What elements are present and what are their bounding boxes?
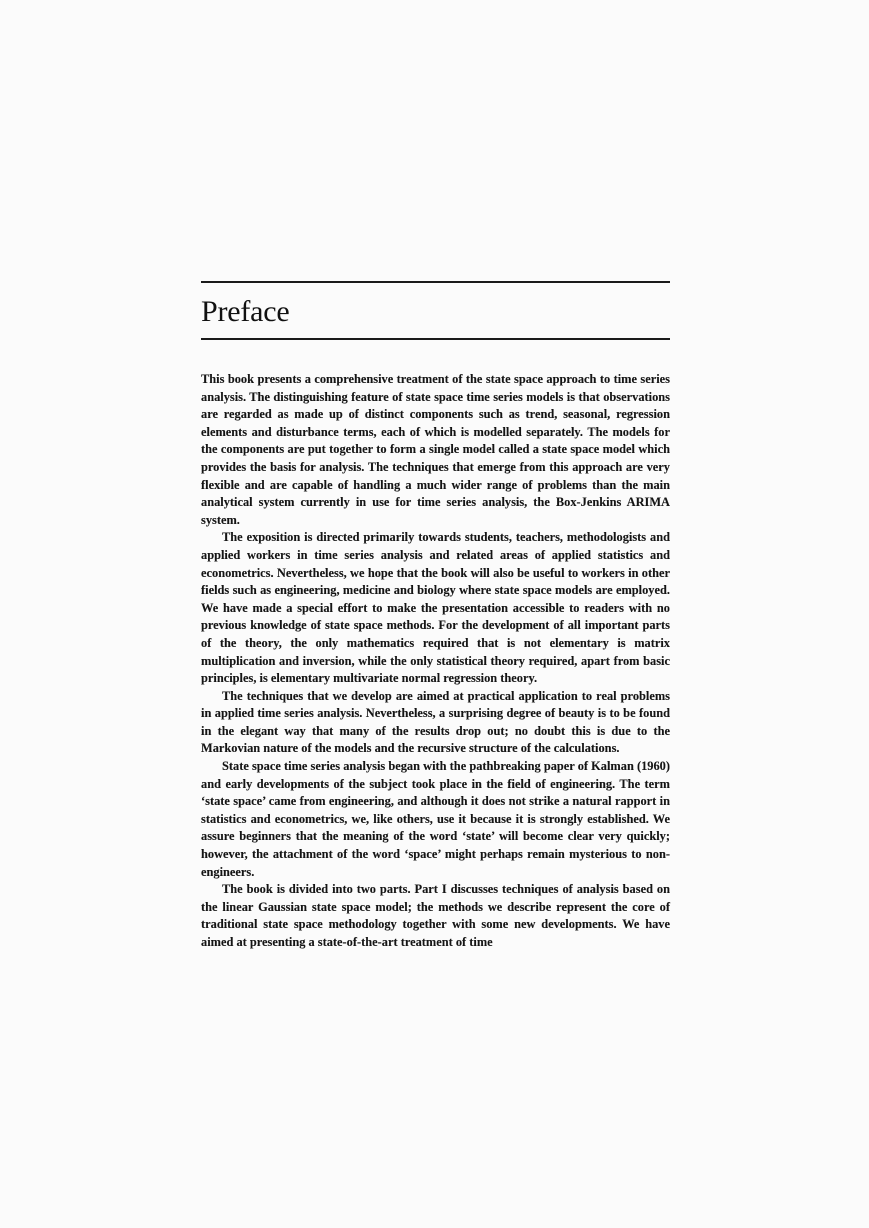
paragraph: The book is divided into two parts. Part I discusses techniques of analysis based on the linear Gaussian state space model; the methods we describe represent the core of traditional state space methodology together with some new developments. We have aimed at presenting a state-of-the-art treatment of time	[201, 882, 670, 949]
chapter-heading: Preface	[201, 295, 290, 328]
paragraph: This book presents a comprehensive treatment of the state space approach to time series analysis. The distinguishing feature of state space time series models is that observations are regarded as made up of distinct components such as trend, seasonal, regression elements and disturbance terms, each of which is modelled separately. The models for the components are put together to form a single model called a state space model which provides the basis for analysis. The techniques that emerge from this approach are very flexible and are capable of handling a much wider range of problems than the main analytical system currently in use for time series analysis, the Box-Jenkins ARIMA system.	[201, 372, 670, 527]
paragraph: The exposition is directed primarily towards students, teachers, methodologists and applied workers in time series analysis and related areas of applied statistics and econometrics. Nevertheless, we hope that the book will also be useful to workers in other fields such as engineering, medicine and biology where state space models are employed. We have made a special effort to make the presentation accessible to readers with no previous knowledge of state space methods. For the development of all important parts of the theory, the only mathematics required that is not elementary is matrix multiplication and inversion, while the only statistical theory required, apart from basic principles, is elementary multivariate normal regression theory.	[201, 530, 670, 686]
preface-body	[201, 371, 670, 952]
paragraph: State space time series analysis began with the pathbreaking paper of Kalman (1960) and early developments of the subject took place in the field of engineering. The term ‘state space’ came from engineering, and although it does not strike a natural rapport in statistics and econometrics, we, like others, use it because it is strongly established. We assure beginners that the meaning of the word ‘state’ will become clear very quickly; however, the attachment of the word ‘space’ might perhaps remain mysterious to non-engineers.	[201, 759, 670, 879]
heading-top-rule	[201, 281, 670, 283]
paragraph: The techniques that we develop are aimed at practical application to real problems in applied time series analysis. Nevertheless, a surprising degree of beauty is to be found in the elegant way that many of the results drop out; no doubt this is due to the Markovian nature of the models and the recursive structure of the calculations.	[201, 688, 670, 756]
heading-bottom-rule	[201, 338, 670, 340]
